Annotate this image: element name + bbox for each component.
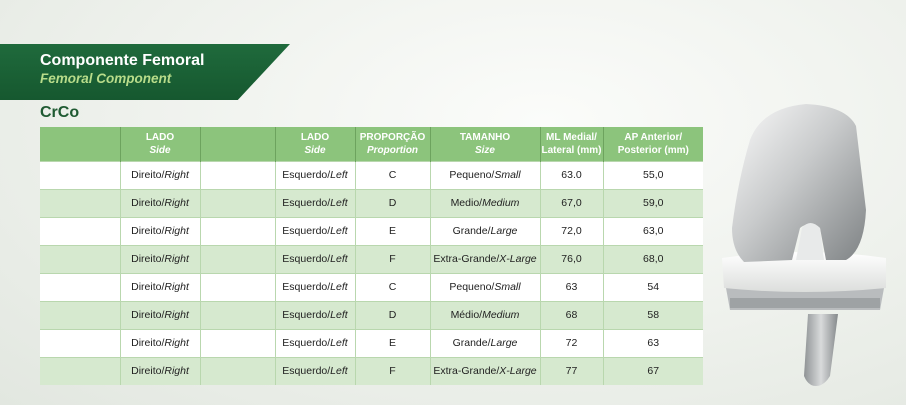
ml-cell: 63: [540, 273, 603, 301]
side-cell: [120, 357, 200, 385]
side-cell: [120, 161, 200, 189]
size-en: X-Large: [499, 365, 537, 378]
empty-cell: [200, 189, 275, 217]
side-pt: Esquerdo/: [282, 169, 331, 181]
column-header: [40, 127, 120, 161]
column-header-en: Side: [149, 144, 171, 156]
column-header-pt: LADO: [145, 131, 175, 143]
empty-cell: [200, 273, 275, 301]
size-cell: [430, 189, 540, 217]
ml-cell: 77: [540, 357, 603, 385]
size-pt: Extra-Grande/: [433, 253, 500, 265]
table-row: [40, 301, 703, 329]
size-cell: [430, 329, 540, 357]
ml-cell: 67,0: [540, 189, 603, 217]
table-row: [40, 273, 703, 301]
side-pt: Direito/: [131, 365, 165, 378]
size-cell: [430, 245, 540, 273]
empty-cell: [40, 357, 120, 385]
empty-cell: [40, 217, 120, 245]
ml-cell: 63.0: [540, 161, 603, 189]
empty-cell: [200, 217, 275, 245]
side-cell: [275, 189, 355, 217]
side-en: Right: [164, 197, 189, 209]
table-row: [40, 329, 703, 357]
ap-cell: 59,0: [603, 189, 703, 217]
side-en: Right: [164, 337, 189, 349]
column-header-pt: ML Medial/: [546, 131, 597, 143]
knee-implant-image: [716, 100, 896, 400]
side-cell: [120, 245, 200, 273]
column-header: [200, 127, 275, 161]
column-header-en: Posterior (mm): [617, 144, 689, 156]
empty-cell: [200, 245, 275, 273]
column-header-en: Side: [304, 144, 326, 156]
size-pt: Pequeno/: [449, 169, 495, 181]
material-label: CrCo: [40, 104, 80, 121]
side-cell: [120, 273, 200, 301]
side-en: Right: [164, 365, 189, 378]
ml-cell: 76,0: [540, 245, 603, 273]
side-pt: Esquerdo/: [282, 253, 331, 265]
proportion-cell: C: [355, 161, 430, 189]
table-row: [40, 217, 703, 245]
ap-cell: 63: [603, 329, 703, 357]
side-pt: Direito/: [131, 225, 165, 237]
proportion-cell: E: [355, 217, 430, 245]
ml-cell: 72: [540, 329, 603, 357]
ap-cell: 55,0: [603, 161, 703, 189]
empty-cell: [200, 329, 275, 357]
empty-cell: [40, 245, 120, 273]
proportion-cell: F: [355, 245, 430, 273]
side-cell: [120, 189, 200, 217]
table-body: [40, 161, 703, 385]
size-pt: Médio/: [450, 309, 483, 321]
size-en: Medium: [482, 309, 520, 321]
empty-cell: [200, 357, 275, 385]
side-pt: Esquerdo/: [282, 309, 331, 321]
side-pt: Esquerdo/: [282, 197, 331, 209]
side-en: Right: [164, 253, 189, 265]
ap-cell: 68,0: [603, 245, 703, 273]
side-cell: [275, 161, 355, 189]
side-en: Left: [330, 365, 348, 378]
size-en: Small: [494, 169, 521, 181]
size-pt: Medio/: [450, 197, 483, 209]
side-cell: [120, 329, 200, 357]
side-pt: Direito/: [131, 309, 165, 321]
spec-table: [40, 127, 703, 385]
side-cell: [120, 301, 200, 329]
side-pt: Direito/: [131, 169, 165, 181]
side-en: Left: [330, 337, 348, 349]
size-en: Small: [494, 281, 521, 293]
side-en: Left: [330, 225, 348, 237]
side-cell: [120, 217, 200, 245]
side-en: Right: [164, 169, 189, 181]
size-pt: Grande/: [452, 225, 491, 237]
size-en: X-Large: [499, 253, 537, 265]
empty-cell: [40, 273, 120, 301]
column-header: [540, 127, 603, 161]
column-header-pt: TAMANHO: [459, 131, 511, 143]
column-header-en: Lateral (mm): [541, 144, 602, 156]
size-en: Large: [490, 225, 518, 237]
size-en: Large: [490, 337, 518, 349]
ap-cell: 54: [603, 273, 703, 301]
side-cell: [275, 329, 355, 357]
side-cell: [275, 357, 355, 385]
column-header-pt: PROPORÇÃO: [359, 131, 426, 143]
empty-cell: [200, 301, 275, 329]
size-cell: [430, 217, 540, 245]
side-en: Left: [330, 197, 348, 209]
page-subtitle: Femoral Component: [40, 71, 172, 86]
column-header-pt: AP Anterior/: [624, 131, 683, 143]
size-cell: [430, 357, 540, 385]
column-header-en: Proportion: [366, 144, 419, 156]
ap-cell: 67: [603, 357, 703, 385]
column-header: [120, 127, 200, 161]
side-pt: Esquerdo/: [282, 225, 331, 237]
empty-cell: [40, 161, 120, 189]
side-pt: Esquerdo/: [282, 281, 331, 293]
column-header-pt: LADO: [300, 131, 330, 143]
side-en: Left: [330, 169, 348, 181]
side-pt: Direito/: [131, 253, 165, 265]
side-en: Left: [330, 281, 348, 293]
side-cell: [275, 273, 355, 301]
table-row: [40, 189, 703, 217]
size-en: Medium: [482, 197, 520, 209]
ml-cell: 68: [540, 301, 603, 329]
proportion-cell: F: [355, 357, 430, 385]
ml-cell: 72,0: [540, 217, 603, 245]
size-cell: [430, 161, 540, 189]
size-pt: Pequeno/: [449, 281, 495, 293]
side-pt: Esquerdo/: [282, 365, 331, 378]
side-en: Right: [164, 309, 189, 321]
proportion-cell: E: [355, 329, 430, 357]
table-row: [40, 161, 703, 189]
empty-cell: [40, 329, 120, 357]
column-header: [275, 127, 355, 161]
empty-cell: [40, 301, 120, 329]
table-header-row: [40, 127, 703, 161]
empty-cell: [40, 189, 120, 217]
ap-cell: 58: [603, 301, 703, 329]
column-header: [430, 127, 540, 161]
empty-cell: [200, 161, 275, 189]
side-en: Left: [330, 253, 348, 265]
size-cell: [430, 273, 540, 301]
side-cell: [275, 301, 355, 329]
column-header-en: Size: [474, 144, 495, 156]
side-en: Right: [164, 281, 189, 293]
side-cell: [275, 245, 355, 273]
size-pt: Grande/: [452, 337, 491, 349]
side-pt: Direito/: [131, 337, 165, 349]
side-cell: [275, 217, 355, 245]
page-title: Componente Femoral: [40, 52, 205, 69]
column-header: [355, 127, 430, 161]
side-pt: Direito/: [131, 281, 165, 293]
size-cell: [430, 301, 540, 329]
side-en: Left: [330, 309, 348, 321]
ap-cell: 63,0: [603, 217, 703, 245]
side-pt: Direito/: [131, 197, 165, 209]
table-row: [40, 357, 703, 385]
side-pt: Esquerdo/: [282, 337, 331, 349]
table-row: [40, 245, 703, 273]
proportion-cell: C: [355, 273, 430, 301]
size-pt: Extra-Grande/: [433, 365, 500, 378]
proportion-cell: D: [355, 301, 430, 329]
column-header: [603, 127, 703, 161]
proportion-cell: D: [355, 189, 430, 217]
side-en: Right: [164, 225, 189, 237]
